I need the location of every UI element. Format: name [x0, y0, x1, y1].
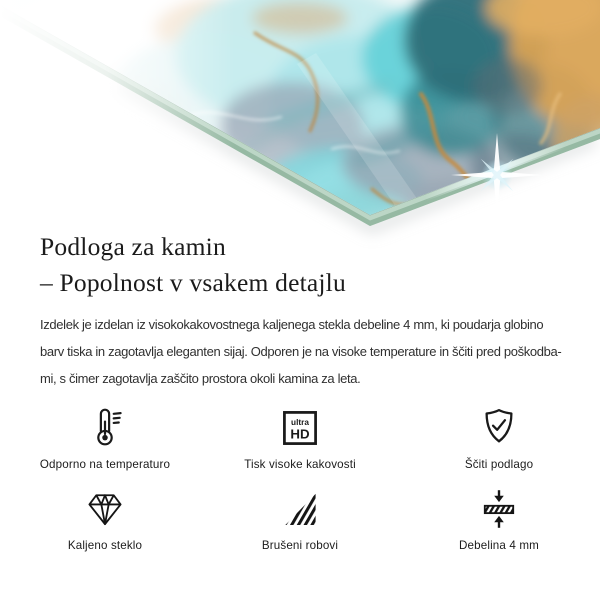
feature-polished-edges — [170, 487, 430, 552]
feature-label: Brušeni robovi — [261, 539, 339, 552]
diamond-icon — [83, 487, 127, 531]
shield-check-icon — [477, 406, 521, 450]
feature-temperature — [40, 406, 170, 471]
thermometer-icon — [83, 406, 127, 450]
feature-label: Ščiti podlago — [464, 458, 534, 471]
feature-label: Odporno na temperaturo — [39, 458, 171, 471]
page-title — [40, 229, 568, 301]
feature-label: Kaljeno steklo — [67, 539, 143, 552]
product-description — [40, 311, 568, 392]
thickness-icon — [477, 487, 521, 531]
description-line: barv tiska in zagotavlja eleganten sijaj. Odporen je na visoke temperature in ščiti pred poškodba- — [40, 344, 562, 359]
description-line: mi, s čimer zagotavlja zaščito prostora okoli kamina za leta. — [40, 371, 361, 386]
feature-tempered-glass — [40, 487, 170, 552]
product-image — [0, 0, 600, 250]
ultra-hd-icon — [278, 406, 322, 450]
page-title-line1: Podloga za kamin — [40, 232, 226, 261]
description-line: Izdelek je izdelan iz visokokakovostnega kaljenega stekla debeline 4 mm, ki poudarja globino — [40, 317, 544, 332]
feature-label: Tisk visoke kakovosti — [244, 458, 356, 471]
ultra-hd-text-top: ultra — [291, 417, 309, 427]
content-block — [40, 229, 568, 552]
polished-edges-icon — [278, 487, 322, 531]
feature-protection — [430, 406, 568, 471]
page-title-line2: – Popolnost v vsakem detajlu — [40, 268, 346, 297]
feature-label: Debelina 4 mm — [459, 539, 539, 552]
feature-print-quality — [170, 406, 430, 471]
feature-grid — [40, 406, 568, 552]
ultra-hd-text-bottom: HD — [290, 426, 310, 442]
feature-thickness — [430, 487, 568, 552]
